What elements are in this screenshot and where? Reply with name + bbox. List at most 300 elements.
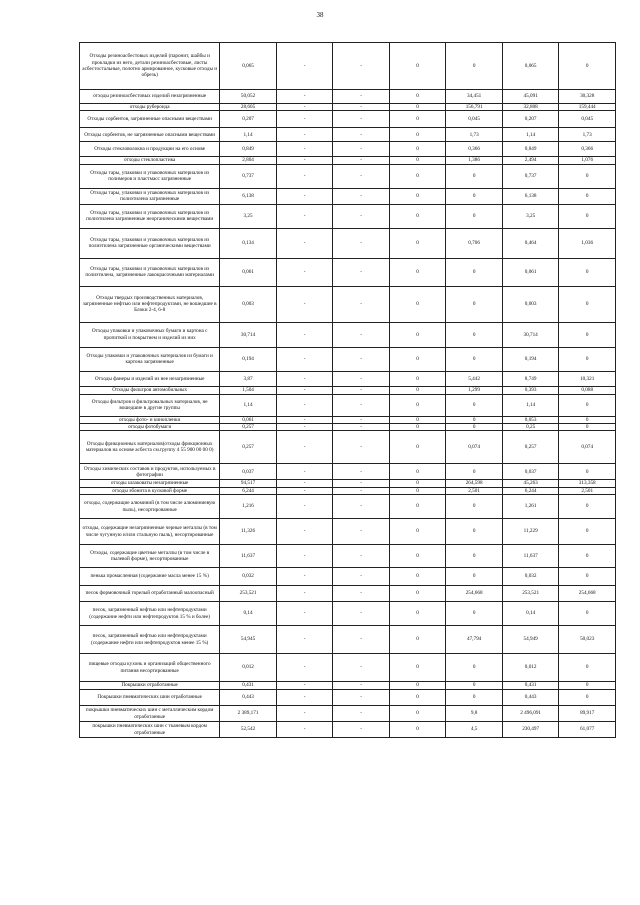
value-cell: 50,052 bbox=[220, 90, 277, 104]
value-cell: 0 bbox=[446, 347, 503, 371]
waste-name-cell: Отходы тары, упаковки и упаковочных материалов из полимеров и пластмасс загрязненные bbox=[80, 164, 220, 188]
waste-name-cell: отходы резиноасбестовых изделий незагрязненные bbox=[80, 90, 220, 104]
page-number: 38 bbox=[316, 11, 324, 19]
value-cell: - bbox=[333, 545, 390, 568]
value-cell: 1,73 bbox=[559, 128, 616, 142]
table-row bbox=[80, 654, 616, 682]
value-cell: 0,431 bbox=[220, 682, 277, 690]
value-cell: 0 bbox=[389, 626, 446, 654]
value-cell: 28,605 bbox=[220, 104, 277, 111]
value-cell: - bbox=[276, 386, 333, 394]
value-cell: 0,25 bbox=[502, 424, 559, 431]
table-row bbox=[80, 111, 616, 128]
waste-name-cell: Отходы фильтров автомобильных bbox=[80, 386, 220, 394]
value-cell: - bbox=[333, 204, 390, 228]
table-row bbox=[80, 188, 616, 204]
value-cell: 0 bbox=[559, 602, 616, 626]
value-cell: 159,444 bbox=[559, 104, 616, 111]
value-cell: 34,451 bbox=[446, 90, 503, 104]
value-cell: 0 bbox=[389, 286, 446, 322]
value-cell: 1,386 bbox=[446, 157, 503, 164]
value-cell: - bbox=[276, 495, 333, 519]
value-cell: 0 bbox=[389, 545, 446, 568]
waste-name-cell: отходы фотобумаги bbox=[80, 424, 220, 431]
value-cell: - bbox=[276, 706, 333, 722]
value-cell: 0,061 bbox=[220, 416, 277, 423]
table-row bbox=[80, 464, 616, 480]
value-cell: 0 bbox=[389, 157, 446, 164]
value-cell: - bbox=[333, 722, 390, 738]
value-cell: - bbox=[333, 128, 390, 142]
value-cell: - bbox=[333, 416, 390, 423]
value-cell: 0,257 bbox=[220, 424, 277, 431]
value-cell: - bbox=[333, 258, 390, 286]
value-cell: 89,917 bbox=[559, 706, 616, 722]
value-cell: 0 bbox=[559, 495, 616, 519]
value-cell: 6,244 bbox=[502, 487, 559, 494]
value-cell: - bbox=[276, 424, 333, 431]
value-cell: 0,194 bbox=[502, 347, 559, 371]
waste-name-cell: отходы, содержащие незагрязненные черные металлы (в том числе чугунную и/или стальную пыль), несортированные bbox=[80, 519, 220, 545]
value-cell: - bbox=[276, 111, 333, 128]
value-cell: 1,261 bbox=[502, 495, 559, 519]
value-cell: 54,949 bbox=[502, 626, 559, 654]
value-cell: 264,598 bbox=[446, 480, 503, 487]
value-cell: 0,012 bbox=[502, 654, 559, 682]
value-cell: - bbox=[333, 431, 390, 464]
value-cell: 1,504 bbox=[220, 386, 277, 394]
table-row bbox=[80, 416, 616, 423]
value-cell: 0,061 bbox=[220, 258, 277, 286]
value-cell: 0,706 bbox=[446, 228, 503, 258]
value-cell: - bbox=[333, 322, 390, 347]
value-cell: 0,393 bbox=[502, 386, 559, 394]
value-cell: - bbox=[333, 386, 390, 394]
value-cell: 45,091 bbox=[502, 90, 559, 104]
waste-name-cell: Покрышки отработанные bbox=[80, 682, 220, 690]
value-cell: 0 bbox=[389, 322, 446, 347]
table-row bbox=[80, 480, 616, 487]
value-cell: 0 bbox=[446, 164, 503, 188]
value-cell: - bbox=[276, 371, 333, 386]
value-cell: - bbox=[276, 722, 333, 738]
value-cell: - bbox=[333, 164, 390, 188]
value-cell: 2,494 bbox=[502, 157, 559, 164]
value-cell: - bbox=[333, 682, 390, 690]
value-cell: 0 bbox=[446, 424, 503, 431]
waste-name-cell: Отходы, содержащие цветные металлы (в том числе в пылевой форме), несортированные bbox=[80, 545, 220, 568]
waste-name-cell: Отходы упаковки и упаковочных материалов из бумаги и картона загрязненные bbox=[80, 347, 220, 371]
value-cell: 0 bbox=[559, 204, 616, 228]
value-cell: - bbox=[276, 286, 333, 322]
value-cell: 50,023 bbox=[559, 626, 616, 654]
value-cell: 54,945 bbox=[220, 626, 277, 654]
waste-name-cell: отходы эбонита в кусковой форме bbox=[80, 487, 220, 494]
table-row bbox=[80, 722, 616, 738]
value-cell: - bbox=[276, 322, 333, 347]
value-cell: 1,216 bbox=[220, 495, 277, 519]
value-cell: - bbox=[333, 111, 390, 128]
value-cell: 0,053 bbox=[502, 416, 559, 423]
value-cell: 0,207 bbox=[502, 111, 559, 128]
value-cell: - bbox=[333, 464, 390, 480]
value-cell: - bbox=[333, 495, 390, 519]
value-cell: - bbox=[333, 480, 390, 487]
waste-name-cell: Отходы тары, упаковки и упаковочных материалов из полиэтилена загрязненные органическими веществами bbox=[80, 228, 220, 258]
waste-name-cell: Отходы тары, упаковки и упаковочных материалов из полиэтилена загрязненные bbox=[80, 188, 220, 204]
table-row bbox=[80, 602, 616, 626]
value-cell: 5,442 bbox=[446, 371, 503, 386]
value-cell: 1,299 bbox=[446, 386, 503, 394]
value-cell: 0 bbox=[446, 464, 503, 480]
value-cell: 0,003 bbox=[502, 286, 559, 322]
value-cell: 1,14 bbox=[220, 128, 277, 142]
value-cell: 0 bbox=[389, 142, 446, 157]
value-cell: 2,501 bbox=[559, 487, 616, 494]
value-cell: 0 bbox=[389, 480, 446, 487]
value-cell: - bbox=[276, 142, 333, 157]
value-cell: 3,25 bbox=[502, 204, 559, 228]
value-cell: 0,061 bbox=[502, 258, 559, 286]
value-cell: 0,366 bbox=[559, 142, 616, 157]
waste-name-cell: пищевые отходы кухонь и организаций общественного питания несортированные bbox=[80, 654, 220, 682]
value-cell: 0,849 bbox=[220, 142, 277, 157]
value-cell: 0 bbox=[446, 416, 503, 423]
value-cell: 0 bbox=[446, 43, 503, 90]
value-cell: - bbox=[276, 394, 333, 416]
value-cell: - bbox=[276, 690, 333, 706]
waste-name-cell: Отходы упаковки и упаковочных бумаги и картона с пропиткой и покрытием и изделий из них bbox=[80, 322, 220, 347]
value-cell: - bbox=[276, 416, 333, 423]
value-cell: 0,032 bbox=[502, 568, 559, 586]
waste-name-cell: Отходы фанеры и изделий из нее незагрязненные bbox=[80, 371, 220, 386]
value-cell: 1,036 bbox=[559, 228, 616, 258]
table-row bbox=[80, 586, 616, 602]
value-cell: 45,263 bbox=[502, 480, 559, 487]
waste-name-cell: песок, загрязненный нефтью или нефтепродуктами (содержание нефти или нефтепродуктов 15 % и более) bbox=[80, 602, 220, 626]
table-row bbox=[80, 431, 616, 464]
value-cell: 0 bbox=[446, 545, 503, 568]
value-cell: 0,737 bbox=[502, 164, 559, 188]
value-cell: 253,521 bbox=[502, 586, 559, 602]
waste-name-cell: покрышки пневматических шин с металлическим кордом отработанные bbox=[80, 706, 220, 722]
value-cell: 0,074 bbox=[559, 431, 616, 464]
value-cell: 0 bbox=[559, 464, 616, 480]
value-cell: - bbox=[333, 104, 390, 111]
value-cell: 0 bbox=[389, 487, 446, 494]
value-cell: 2 389,171 bbox=[220, 706, 277, 722]
value-cell: 0,14 bbox=[220, 602, 277, 626]
value-cell: 0 bbox=[389, 258, 446, 286]
value-cell: 1,14 bbox=[220, 394, 277, 416]
value-cell: 0,065 bbox=[220, 43, 277, 90]
value-cell: - bbox=[333, 626, 390, 654]
value-cell: 0,045 bbox=[559, 111, 616, 128]
value-cell: 0 bbox=[446, 286, 503, 322]
table-row bbox=[80, 204, 616, 228]
table-row bbox=[80, 394, 616, 416]
value-cell: 0 bbox=[389, 568, 446, 586]
value-cell: 30,714 bbox=[220, 322, 277, 347]
value-cell: - bbox=[333, 157, 390, 164]
value-cell: 0 bbox=[446, 519, 503, 545]
value-cell: - bbox=[276, 128, 333, 142]
value-cell: - bbox=[333, 371, 390, 386]
value-cell: - bbox=[276, 602, 333, 626]
value-cell: 0 bbox=[389, 394, 446, 416]
value-cell: 6,244 bbox=[220, 487, 277, 494]
value-cell: 32,808 bbox=[502, 104, 559, 111]
value-cell: 0 bbox=[446, 188, 503, 204]
waste-name-cell: Отходы сорбентов, загрязненные опасными веществами bbox=[80, 111, 220, 128]
table-row bbox=[80, 228, 616, 258]
table-row bbox=[80, 424, 616, 431]
waste-name-cell: Отходы резиноасбестовых изделий (паронит, шайбы и прокладки из него, детали резиноасбестовые, листы асбестостальные, полотно армированное, кусковые отходы и обрезь) bbox=[80, 43, 220, 90]
value-cell: 0,737 bbox=[220, 164, 277, 188]
value-cell: 0 bbox=[389, 164, 446, 188]
value-cell: - bbox=[333, 586, 390, 602]
value-cell: 0 bbox=[389, 43, 446, 90]
table-row bbox=[80, 128, 616, 142]
value-cell: - bbox=[276, 586, 333, 602]
value-cell: 0 bbox=[446, 258, 503, 286]
table-row bbox=[80, 519, 616, 545]
value-cell: 4,5 bbox=[446, 722, 503, 738]
table-row bbox=[80, 322, 616, 347]
value-cell: 0,194 bbox=[220, 347, 277, 371]
value-cell: 0 bbox=[389, 371, 446, 386]
value-cell: 0 bbox=[389, 495, 446, 519]
value-cell: 0 bbox=[389, 682, 446, 690]
value-cell: 0,088 bbox=[559, 386, 616, 394]
value-cell: - bbox=[333, 347, 390, 371]
value-cell: 0 bbox=[446, 394, 503, 416]
value-cell: 0 bbox=[559, 690, 616, 706]
value-cell: - bbox=[333, 654, 390, 682]
value-cell: 0,065 bbox=[502, 43, 559, 90]
value-cell: 0,134 bbox=[220, 228, 277, 258]
value-cell: 0 bbox=[389, 386, 446, 394]
value-cell: 3,87 bbox=[220, 371, 277, 386]
value-cell: 0 bbox=[559, 322, 616, 347]
value-cell: - bbox=[276, 480, 333, 487]
value-cell: 0 bbox=[559, 258, 616, 286]
value-cell: - bbox=[276, 682, 333, 690]
value-cell: 11,637 bbox=[502, 545, 559, 568]
value-cell: - bbox=[276, 464, 333, 480]
table-row bbox=[80, 682, 616, 690]
waste-name-cell: Отходы твердых производственных материалов, загрязненные нефтью или нефтепродуктами, не вошедшие в Блоки 2-4, 6-8 bbox=[80, 286, 220, 322]
value-cell: 1,14 bbox=[502, 394, 559, 416]
value-cell: - bbox=[333, 568, 390, 586]
waste-name-cell: Отходы стекловолокна и продукции на его основе bbox=[80, 142, 220, 157]
waste-table bbox=[79, 42, 616, 738]
value-cell: - bbox=[276, 258, 333, 286]
value-cell: - bbox=[333, 602, 390, 626]
value-cell: 0 bbox=[559, 519, 616, 545]
value-cell: 0,037 bbox=[220, 464, 277, 480]
value-cell: - bbox=[276, 545, 333, 568]
value-cell: - bbox=[276, 228, 333, 258]
value-cell: - bbox=[333, 43, 390, 90]
value-cell: 0,14 bbox=[502, 602, 559, 626]
value-cell: - bbox=[276, 188, 333, 204]
value-cell: - bbox=[333, 519, 390, 545]
waste-name-cell: Отходы тары, упаковки и упаковочных материалов из полиэтилена, загрязненные лакокрасочными материалами bbox=[80, 258, 220, 286]
value-cell: 0 bbox=[559, 347, 616, 371]
value-cell: 230,497 bbox=[502, 722, 559, 738]
waste-name-cell: Отходы тары, упаковки и упаковочных материалов из полиэтилена загрязненные неорганическими веществами bbox=[80, 204, 220, 228]
value-cell: 0 bbox=[389, 586, 446, 602]
value-cell: 0 bbox=[389, 204, 446, 228]
value-cell: 61,077 bbox=[559, 722, 616, 738]
value-cell: - bbox=[276, 626, 333, 654]
waste-name-cell: отходы, содержащие алюминий (в том числе алюминиевую пыль), несортированные bbox=[80, 495, 220, 519]
value-cell: 0 bbox=[389, 128, 446, 142]
waste-name-cell: Отходы фрикционных материалов(отходы фрикционных материалов на основе асбеста см.группу 4 55 900 00 00 0) bbox=[80, 431, 220, 464]
value-cell: 6,138 bbox=[220, 188, 277, 204]
value-cell: - bbox=[333, 142, 390, 157]
value-cell: 0 bbox=[389, 464, 446, 480]
value-cell: 52,542 bbox=[220, 722, 277, 738]
value-cell: 0 bbox=[389, 188, 446, 204]
value-cell: 156,791 bbox=[446, 104, 503, 111]
table-row bbox=[80, 258, 616, 286]
value-cell: 0 bbox=[559, 424, 616, 431]
value-cell: - bbox=[276, 90, 333, 104]
table-row bbox=[80, 90, 616, 104]
waste-name-cell: песок формовочный горелый отработанный малоопасный bbox=[80, 586, 220, 602]
value-cell: 11,326 bbox=[220, 519, 277, 545]
waste-name-cell: Отходы фильтров и фильтровальных материалов, не вошедшие в другие группы bbox=[80, 394, 220, 416]
value-cell: 0 bbox=[389, 111, 446, 128]
value-cell: 0,257 bbox=[502, 431, 559, 464]
value-cell: 254,668 bbox=[559, 586, 616, 602]
value-cell: 0,003 bbox=[220, 286, 277, 322]
waste-name-cell: песок, загрязненный нефтью или нефтепродуктами (содержание нефти или нефтепродуктов менее 15 %) bbox=[80, 626, 220, 654]
value-cell: 0 bbox=[446, 690, 503, 706]
value-cell: 0 bbox=[559, 164, 616, 188]
value-cell: 0,045 bbox=[446, 111, 503, 128]
waste-name-cell: Покрышки пневматических шин отработанные bbox=[80, 690, 220, 706]
waste-name-cell: отходы рубероида bbox=[80, 104, 220, 111]
value-cell: 11,229 bbox=[502, 519, 559, 545]
value-cell: 253,521 bbox=[220, 586, 277, 602]
value-cell: 0 bbox=[446, 568, 503, 586]
table-row bbox=[80, 164, 616, 188]
value-cell: 313,358 bbox=[559, 480, 616, 487]
value-cell: 0 bbox=[559, 654, 616, 682]
value-cell: - bbox=[333, 90, 390, 104]
value-cell: 0 bbox=[446, 204, 503, 228]
value-cell: 0 bbox=[389, 90, 446, 104]
table-row bbox=[80, 706, 616, 722]
value-cell: 0,366 bbox=[446, 142, 503, 157]
value-cell: 2 496,091 bbox=[502, 706, 559, 722]
value-cell: - bbox=[333, 286, 390, 322]
value-cell: 0 bbox=[559, 545, 616, 568]
value-cell: 0,257 bbox=[220, 431, 277, 464]
value-cell: - bbox=[333, 706, 390, 722]
table-row bbox=[80, 286, 616, 322]
value-cell: 0 bbox=[389, 654, 446, 682]
value-cell: - bbox=[276, 654, 333, 682]
waste-name-cell: отходы фото- и кинопленки bbox=[80, 416, 220, 423]
value-cell: - bbox=[276, 157, 333, 164]
value-cell: 0 bbox=[389, 706, 446, 722]
table-row bbox=[80, 347, 616, 371]
value-cell: 0 bbox=[559, 682, 616, 690]
value-cell: 0,032 bbox=[220, 568, 277, 586]
value-cell: 30,714 bbox=[502, 322, 559, 347]
value-cell: - bbox=[276, 431, 333, 464]
table-row bbox=[80, 104, 616, 111]
value-cell: - bbox=[276, 204, 333, 228]
value-cell: 0 bbox=[389, 431, 446, 464]
value-cell: 0 bbox=[559, 416, 616, 423]
table-row bbox=[80, 371, 616, 386]
value-cell: 0 bbox=[559, 286, 616, 322]
value-cell: 0 bbox=[389, 104, 446, 111]
table-row bbox=[80, 495, 616, 519]
value-cell: 0 bbox=[389, 424, 446, 431]
value-cell: 0 bbox=[389, 347, 446, 371]
table-row bbox=[80, 568, 616, 586]
value-cell: 0 bbox=[559, 188, 616, 204]
value-cell: 0 bbox=[446, 602, 503, 626]
value-cell: 47,794 bbox=[446, 626, 503, 654]
value-cell: - bbox=[276, 104, 333, 111]
value-cell: 0 bbox=[389, 519, 446, 545]
value-cell: 10,321 bbox=[559, 371, 616, 386]
waste-name-cell: отходы шлаковаты незагрязненные bbox=[80, 480, 220, 487]
value-cell: 1,73 bbox=[446, 128, 503, 142]
table-row bbox=[80, 386, 616, 394]
value-cell: - bbox=[333, 424, 390, 431]
value-cell: 0,443 bbox=[502, 690, 559, 706]
value-cell: 0 bbox=[559, 43, 616, 90]
waste-name-cell: Отходы сорбентов, не загрязненные опасными веществами bbox=[80, 128, 220, 142]
value-cell: - bbox=[333, 228, 390, 258]
value-cell: 11,637 bbox=[220, 545, 277, 568]
value-cell: 0 bbox=[389, 722, 446, 738]
waste-name-cell: отходы стеклопластика bbox=[80, 157, 220, 164]
value-cell: 0 bbox=[389, 602, 446, 626]
value-cell: 254,668 bbox=[446, 586, 503, 602]
value-cell: - bbox=[333, 487, 390, 494]
value-cell: 0 bbox=[559, 568, 616, 586]
value-cell: 3,25 bbox=[220, 204, 277, 228]
value-cell: - bbox=[333, 394, 390, 416]
value-cell: 0,443 bbox=[220, 690, 277, 706]
table-row bbox=[80, 690, 616, 706]
value-cell: 1,14 bbox=[502, 128, 559, 142]
value-cell: - bbox=[276, 164, 333, 188]
value-cell: - bbox=[276, 519, 333, 545]
value-cell: 0,074 bbox=[446, 431, 503, 464]
value-cell: 0 bbox=[389, 690, 446, 706]
table-row bbox=[80, 142, 616, 157]
value-cell: 0 bbox=[446, 322, 503, 347]
table-row bbox=[80, 545, 616, 568]
waste-name-cell: пенька промасленная (содержание масла менее 15 %) bbox=[80, 568, 220, 586]
value-cell: 6,138 bbox=[502, 188, 559, 204]
value-cell: 0 bbox=[559, 394, 616, 416]
value-cell: - bbox=[333, 188, 390, 204]
value-cell: 9,8 bbox=[446, 706, 503, 722]
value-cell: - bbox=[276, 568, 333, 586]
waste-name-cell: Отходы химических составов и продуктов, используемых в фотографии bbox=[80, 464, 220, 480]
